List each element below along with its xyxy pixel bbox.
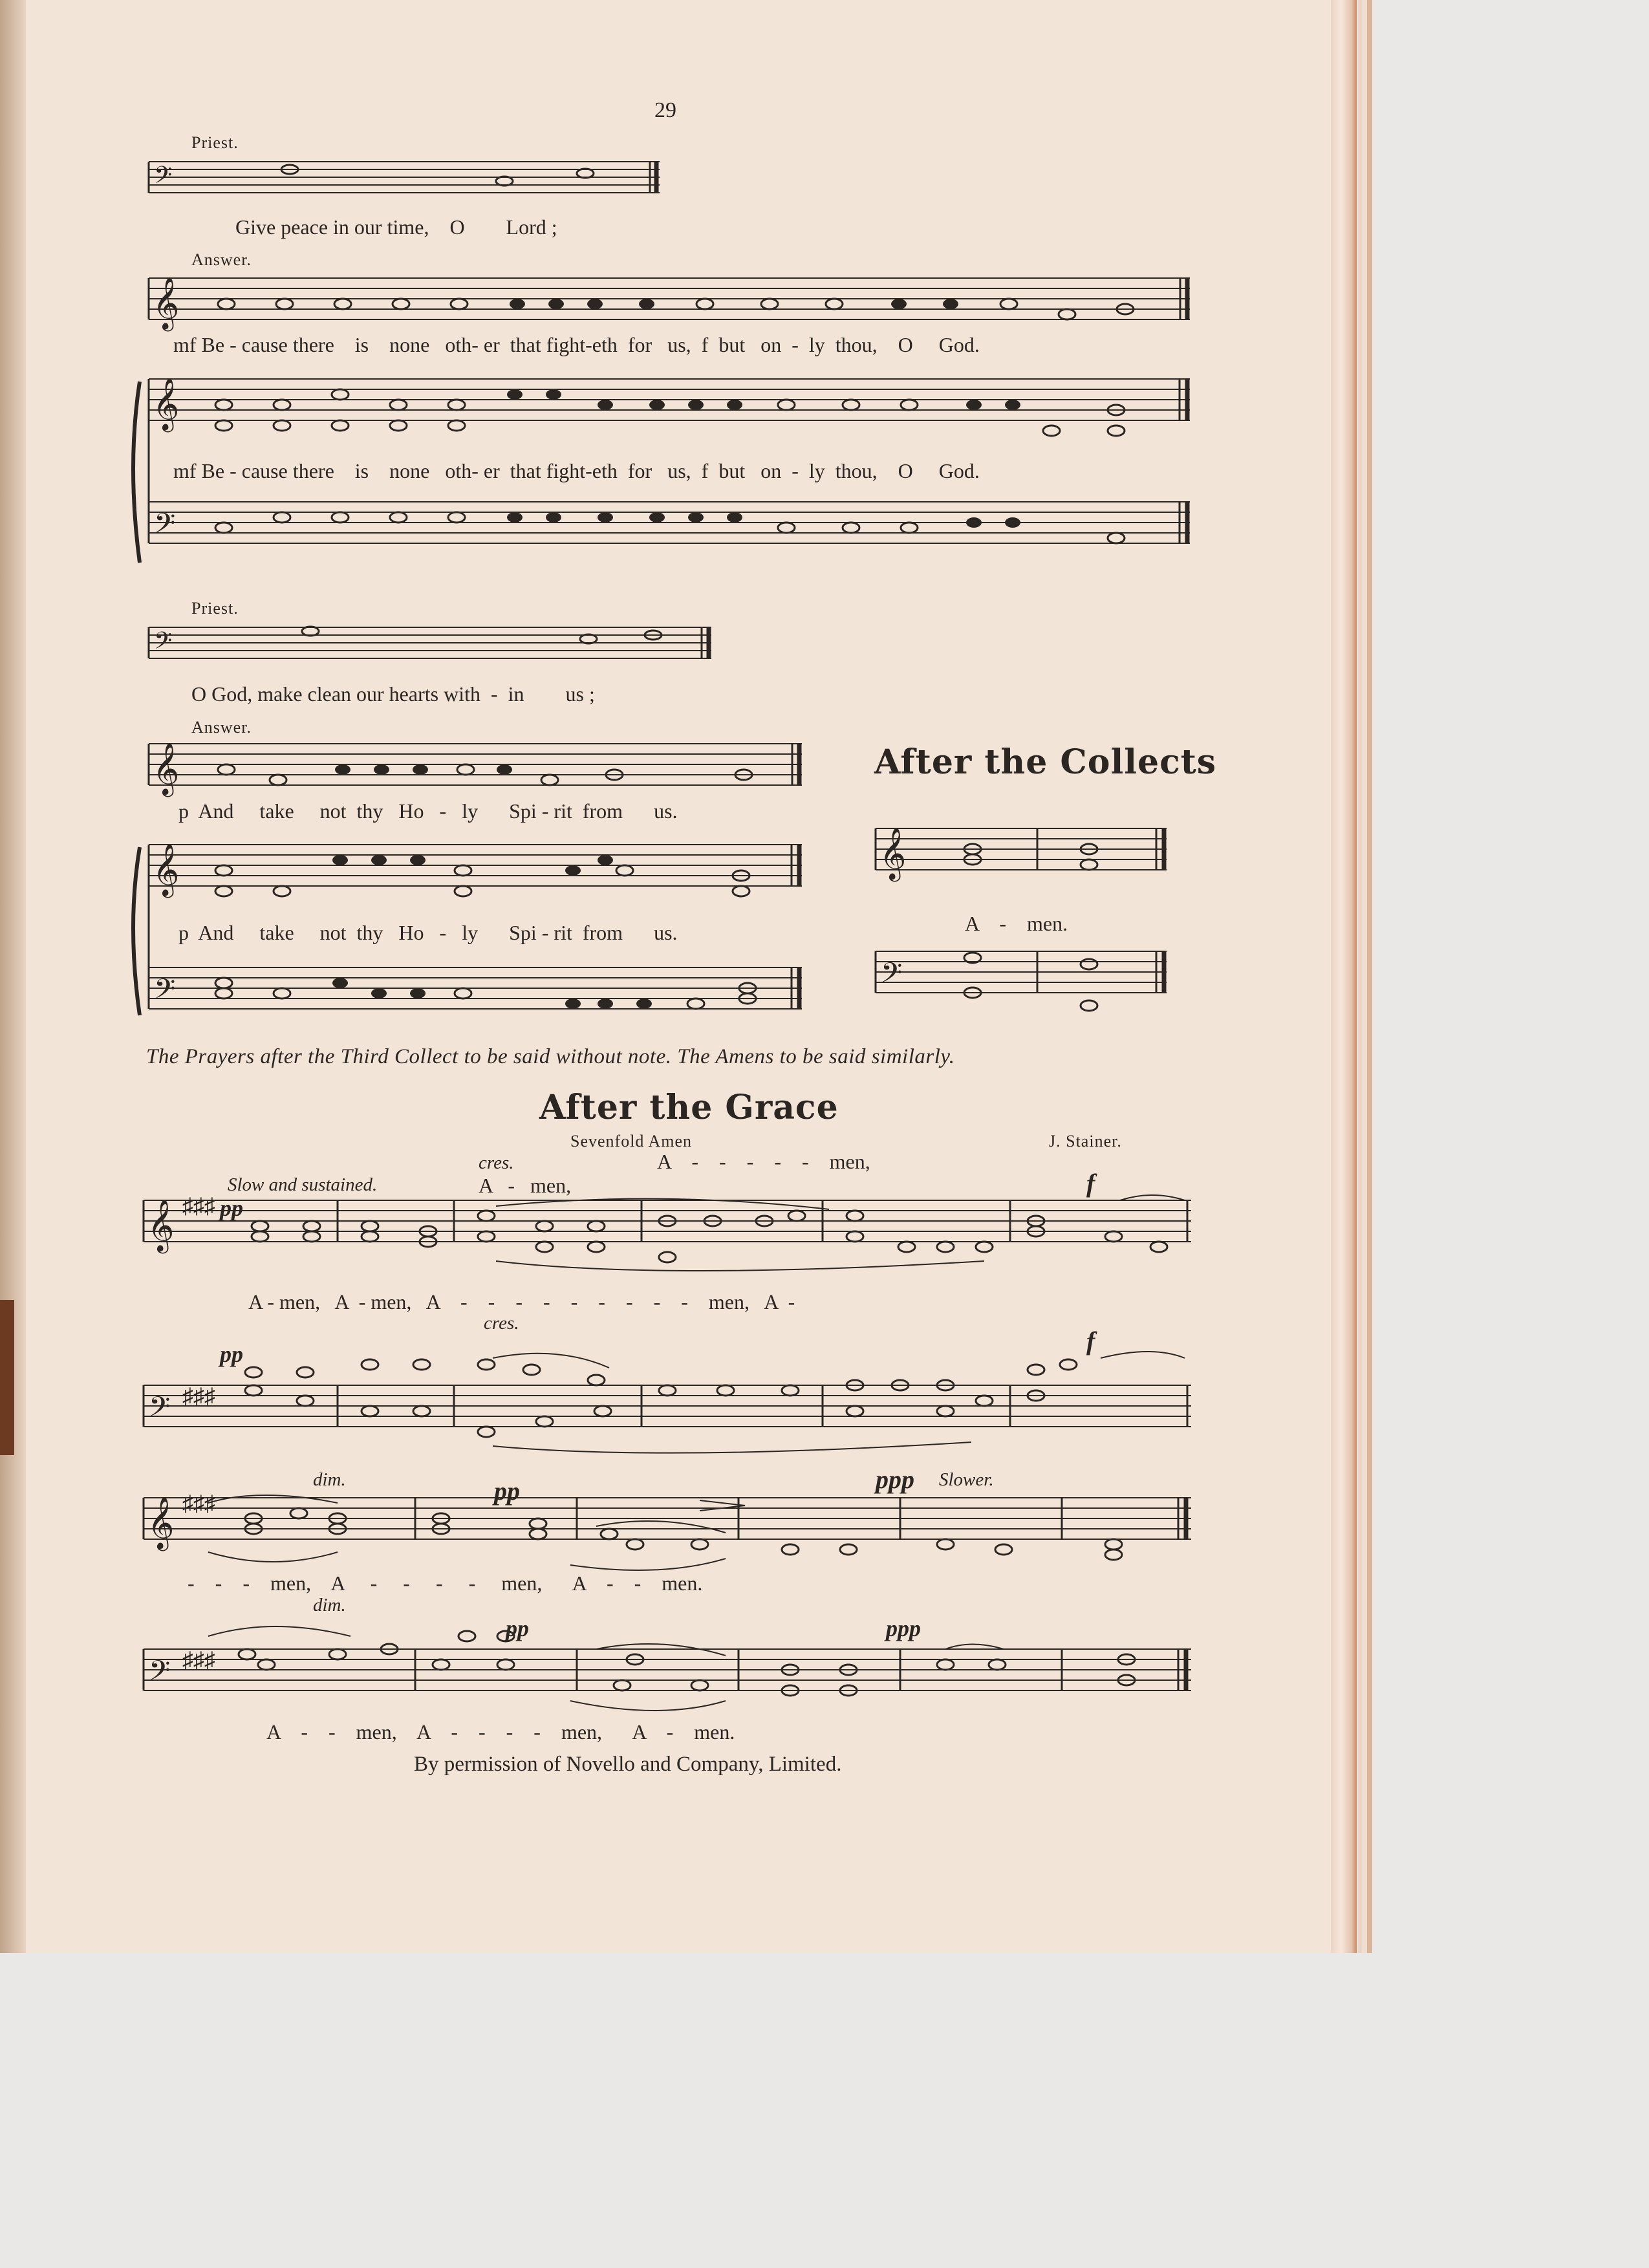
svg-text:♯♯♯: ♯♯♯ xyxy=(182,1648,215,1672)
pp-mark-2: pp xyxy=(220,1341,243,1367)
forte-mark-1: f xyxy=(1086,1169,1095,1198)
pp-mark-3: pp xyxy=(494,1476,520,1506)
svg-text:♯♯♯: ♯♯♯ xyxy=(182,1385,215,1409)
svg-text:𝄞: 𝄞 xyxy=(879,829,907,879)
grace-heading: After the Grace xyxy=(539,1088,839,1127)
svg-text:♯♯♯: ♯♯♯ xyxy=(182,1492,215,1516)
pp-mark-1: pp xyxy=(220,1195,243,1221)
answer-harmony-lyric-1: mf Be - cause there is none oth- er that fight-eth for us, f but on - ly thou, O God. xyxy=(173,459,980,482)
slower-mark: Slower. xyxy=(939,1469,994,1490)
priest-label: Priest. xyxy=(191,133,239,152)
svg-text:♯♯♯: ♯♯♯ xyxy=(182,1194,215,1218)
composer: J. Stainer. xyxy=(1049,1132,1122,1150)
answer-unison-staff-1 xyxy=(149,272,1196,336)
grace-bass-lyric-2: A - - men, A - - - - men, A - men. xyxy=(266,1720,735,1744)
forte-mark-2: f xyxy=(1086,1326,1095,1355)
answer-lyric-2: p And take not thy Ho - ly Spi - rit from us. xyxy=(178,799,678,823)
page-edge xyxy=(1331,0,1357,1953)
answer-harmony-lyric-2: p And take not thy Ho - ly Spi - rit from us. xyxy=(178,921,678,944)
permission-credit: By permission of Novello and Company, Limited. xyxy=(414,1753,842,1776)
upper-words-2: A - - - - - men, xyxy=(657,1150,870,1173)
svg-text:𝄞: 𝄞 xyxy=(153,279,180,329)
grace-subtitle: Sevenfold Amen xyxy=(570,1132,693,1150)
priest-text-2: O God, make clean our hearts with - in us ; xyxy=(191,682,595,706)
svg-text:𝄞: 𝄞 xyxy=(153,845,180,895)
upper-words-1: A - men, xyxy=(479,1174,572,1197)
ppp-mark-2: ppp xyxy=(886,1615,921,1641)
grace-treble-staff-2 xyxy=(144,1487,1198,1571)
answer-label-2: Answer. xyxy=(191,718,252,737)
cres-mark-1: cres. xyxy=(479,1152,514,1173)
pp-mark-4: pp xyxy=(506,1615,529,1641)
ppp-mark-1: ppp xyxy=(876,1465,914,1494)
svg-text:𝄢: 𝄢 xyxy=(154,628,173,660)
svg-text:𝄞: 𝄞 xyxy=(147,1498,175,1548)
svg-text:𝄢: 𝄢 xyxy=(149,1392,171,1429)
priest-text-1: Give peace in our time, O Lord ; xyxy=(235,215,557,239)
grace-treble-staff-1 xyxy=(144,1190,1198,1274)
page-number: 29 xyxy=(654,98,676,122)
svg-text:𝄞: 𝄞 xyxy=(153,744,180,794)
svg-text:𝄢: 𝄢 xyxy=(154,162,173,194)
grace-treble-lyric-1: A - men, A - men, A - - - - - - - - - men, A - xyxy=(248,1290,795,1313)
svg-text:𝄢: 𝄢 xyxy=(154,509,176,546)
priest-staff-2 xyxy=(149,621,718,666)
dim-mark-2: dim. xyxy=(313,1595,346,1615)
binding-edge xyxy=(0,0,26,1953)
svg-text:𝄞: 𝄞 xyxy=(153,380,180,429)
grace-bass-staff-2 xyxy=(144,1610,1198,1720)
tempo-mark: Slow and sustained. xyxy=(228,1174,378,1195)
svg-text:𝄞: 𝄞 xyxy=(147,1201,175,1251)
answer-label-1: Answer. xyxy=(191,250,252,269)
priest-label-2: Priest. xyxy=(191,599,239,618)
grace-treble-lyric-2: - - - men, A - - - - men, A - - men. xyxy=(188,1571,703,1595)
grace-bass-staff-1 xyxy=(144,1332,1198,1455)
svg-text:𝄢: 𝄢 xyxy=(881,958,903,995)
answer-lyric-1: mf Be - cause there is none oth- er that fight-eth for us, f but on - ly thou, O God. xyxy=(173,333,980,356)
dim-mark-1: dim. xyxy=(313,1469,346,1490)
prayers-note: The Prayers after the Third Collect to be said without note. The Amens to be said similarly. xyxy=(146,1045,955,1068)
priest-staff-1 xyxy=(149,155,666,200)
svg-text:𝄢: 𝄢 xyxy=(149,1656,171,1693)
collects-amen-lyric: A - men. xyxy=(965,912,1068,935)
answer-unison-staff-2 xyxy=(149,737,808,802)
svg-text:𝄢: 𝄢 xyxy=(154,975,176,1011)
collects-heading: After the Collects xyxy=(874,742,1217,782)
binding-tape xyxy=(0,1300,14,1455)
cres-mark-2: cres. xyxy=(484,1313,519,1334)
